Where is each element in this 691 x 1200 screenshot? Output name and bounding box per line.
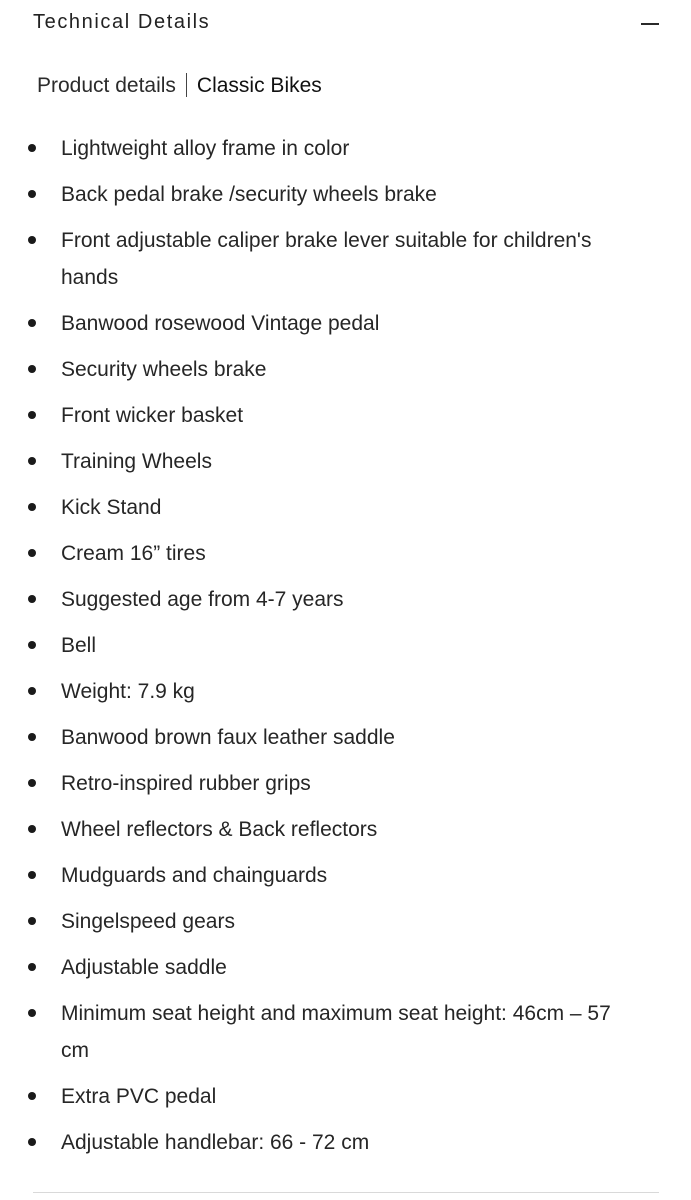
list-item [0, 351, 691, 388]
list-item [0, 765, 691, 802]
bullet-icon [28, 963, 36, 971]
breadcrumb-separator [186, 73, 187, 97]
list-item [0, 489, 691, 526]
list-item-text: Training Wheels [61, 450, 212, 473]
bullet-icon [28, 411, 36, 419]
bullet-icon [28, 144, 36, 152]
list-item [0, 222, 691, 296]
bullet-icon [28, 871, 36, 879]
list-item [0, 995, 691, 1069]
list-item-text: Singelspeed gears [61, 910, 235, 933]
list-item-text: Retro-inspired rubber grips [61, 772, 311, 795]
bullet-icon [28, 1092, 36, 1100]
bullet-icon [28, 549, 36, 557]
list-item-text: Kick Stand [61, 496, 162, 519]
bullet-icon [28, 641, 36, 649]
breadcrumb [37, 73, 322, 98]
list-item-text: Minimum seat height and maximum seat height: 46cm – 57 cm [61, 1002, 611, 1062]
list-item [0, 176, 691, 213]
list-item [0, 719, 691, 756]
list-item-text: Mudguards and chainguards [61, 864, 328, 887]
list-item [0, 627, 691, 664]
list-item [0, 673, 691, 710]
bullet-icon [28, 1138, 36, 1146]
minus-icon[interactable] [641, 23, 659, 25]
breadcrumb-label: Product details [37, 74, 176, 97]
list-item-text: Wheel reflectors & Back reflectors [61, 818, 378, 841]
list-item [0, 857, 691, 894]
list-item [0, 581, 691, 618]
technical-details-accordion-header[interactable] [0, 0, 691, 50]
bullet-icon [28, 1009, 36, 1017]
list-item-text: Banwood brown faux leather saddle [61, 726, 395, 749]
breadcrumb-category: Classic Bikes [196, 74, 322, 97]
list-item-text: Weight: 7.9 kg [61, 680, 195, 703]
list-item [0, 397, 691, 434]
bottom-divider [33, 1192, 659, 1193]
list-item-text: Security wheels brake [61, 358, 267, 381]
list-item-text: Front wicker basket [61, 404, 244, 427]
list-item [0, 535, 691, 572]
list-item-text: Back pedal brake /security wheels brake [61, 183, 437, 206]
list-item-text: Front adjustable caliper brake lever suitable for children's hands [61, 229, 592, 289]
list-item [0, 1124, 691, 1161]
list-item-text: Adjustable handlebar: 66 - 72 cm [61, 1131, 370, 1154]
bullet-icon [28, 917, 36, 925]
list-item-text: Lightweight alloy frame in color [61, 137, 350, 160]
bullet-icon [28, 319, 36, 327]
list-item-text: Suggested age from 4-7 years [61, 588, 344, 611]
bullet-icon [28, 365, 36, 373]
bullet-icon [28, 236, 36, 244]
bullet-icon [28, 687, 36, 695]
bullet-icon [28, 595, 36, 603]
bullet-icon [28, 190, 36, 198]
list-item-text: Adjustable saddle [61, 956, 227, 979]
bullet-icon [28, 825, 36, 833]
bullet-icon [28, 457, 36, 465]
list-item [0, 130, 691, 167]
list-item-text: Cream 16” tires [61, 542, 206, 565]
bullet-icon [28, 733, 36, 741]
list-item [0, 811, 691, 848]
bullet-icon [28, 503, 36, 511]
list-item [0, 305, 691, 342]
list-item [0, 443, 691, 480]
section-title: Technical Details [33, 11, 211, 33]
technical-details-list [0, 130, 691, 1170]
list-item-text: Extra PVC pedal [61, 1085, 217, 1108]
bullet-icon [28, 779, 36, 787]
list-item-text: Bell [61, 634, 97, 657]
list-item [0, 903, 691, 940]
list-item [0, 949, 691, 986]
list-item-text: Banwood rosewood Vintage pedal [61, 312, 380, 335]
list-item [0, 1078, 691, 1115]
